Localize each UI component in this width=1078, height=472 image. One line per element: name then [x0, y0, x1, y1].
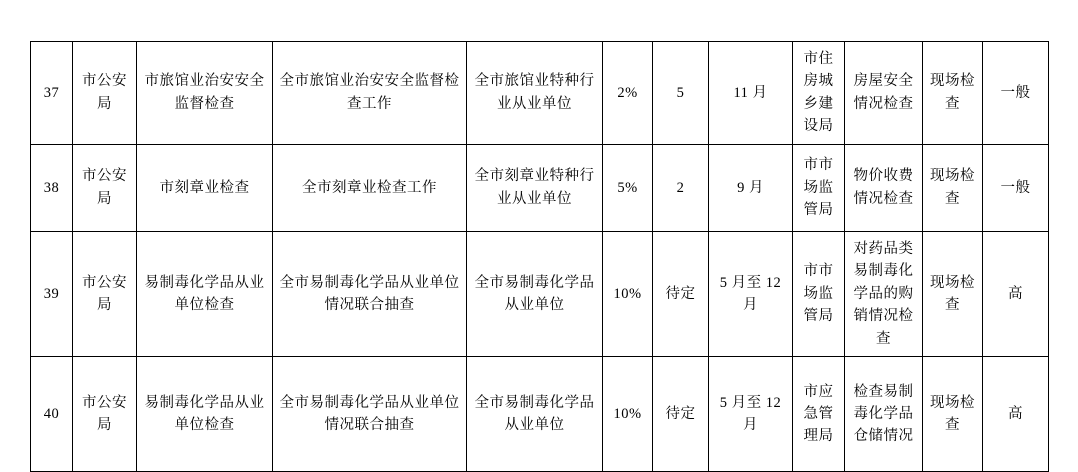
cell-count: 5: [653, 42, 709, 145]
cell-inspection-item: 市旅馆业治安安全监督检查: [137, 42, 273, 145]
cell-joint-department: 市市场监管局: [793, 144, 845, 231]
cell-joint-item: 物价收费情况检查: [845, 144, 923, 231]
cell-task-name: 全市刻章业检查工作: [273, 144, 467, 231]
cell-inspection-item: 市刻章业检查: [137, 144, 273, 231]
cell-authority: 市公安局: [73, 357, 137, 472]
cell-method: 现场检查: [923, 144, 983, 231]
cell-method: 现场检查: [923, 231, 983, 356]
cell-ratio: 5%: [603, 144, 653, 231]
cell-method: 现场检查: [923, 357, 983, 472]
cell-task-name: 全市易制毒化学品从业单位情况联合抽查: [273, 357, 467, 472]
table-row: [31, 42, 1049, 145]
cell-time: 11 月: [709, 42, 793, 145]
cell-task-name: 全市易制毒化学品从业单位情况联合抽查: [273, 231, 467, 356]
cell-joint-item: 对药品类易制毒化学品的购销情况检查: [845, 231, 923, 356]
cell-serial-number: 38: [31, 144, 73, 231]
cell-time: 5 月至 12 月: [709, 357, 793, 472]
cell-joint-item: 房屋安全情况检查: [845, 42, 923, 145]
cell-ratio: 2%: [603, 42, 653, 145]
cell-risk-level: 一般: [983, 144, 1049, 231]
cell-inspection-item: 易制毒化学品从业单位检查: [137, 357, 273, 472]
cell-ratio: 10%: [603, 357, 653, 472]
cell-joint-item: 检查易制毒化学品仓储情况: [845, 357, 923, 472]
cell-task-name: 全市旅馆业治安安全监督检查工作: [273, 42, 467, 145]
cell-time: 9 月: [709, 144, 793, 231]
cell-inspection-item: 易制毒化学品从业单位检查: [137, 231, 273, 356]
cell-time: 5 月至 12 月: [709, 231, 793, 356]
cell-method: 现场检查: [923, 42, 983, 145]
table-row: [31, 357, 1049, 472]
cell-count: 待定: [653, 357, 709, 472]
cell-ratio: 10%: [603, 231, 653, 356]
table-row: [31, 231, 1049, 356]
cell-authority: 市公安局: [73, 231, 137, 356]
cell-risk-level: 高: [983, 357, 1049, 472]
cell-serial-number: 39: [31, 231, 73, 356]
cell-target: 全市刻章业特种行业从业单位: [467, 144, 603, 231]
cell-serial-number: 40: [31, 357, 73, 472]
inspection-table-container: [30, 41, 1048, 472]
cell-target: 全市旅馆业特种行业从业单位: [467, 42, 603, 145]
cell-count: 2: [653, 144, 709, 231]
cell-serial-number: 37: [31, 42, 73, 145]
cell-count: 待定: [653, 231, 709, 356]
cell-authority: 市公安局: [73, 144, 137, 231]
cell-joint-department: 市市场监管局: [793, 231, 845, 356]
cell-joint-department: 市应急管理局: [793, 357, 845, 472]
cell-risk-level: 一般: [983, 42, 1049, 145]
cell-target: 全市易制毒化学品从业单位: [467, 357, 603, 472]
cell-joint-department: 市住房城乡建设局: [793, 42, 845, 145]
inspection-plan-table: [30, 41, 1049, 472]
cell-authority: 市公安局: [73, 42, 137, 145]
cell-target: 全市易制毒化学品从业单位: [467, 231, 603, 356]
table-row: [31, 144, 1049, 231]
cell-risk-level: 高: [983, 231, 1049, 356]
